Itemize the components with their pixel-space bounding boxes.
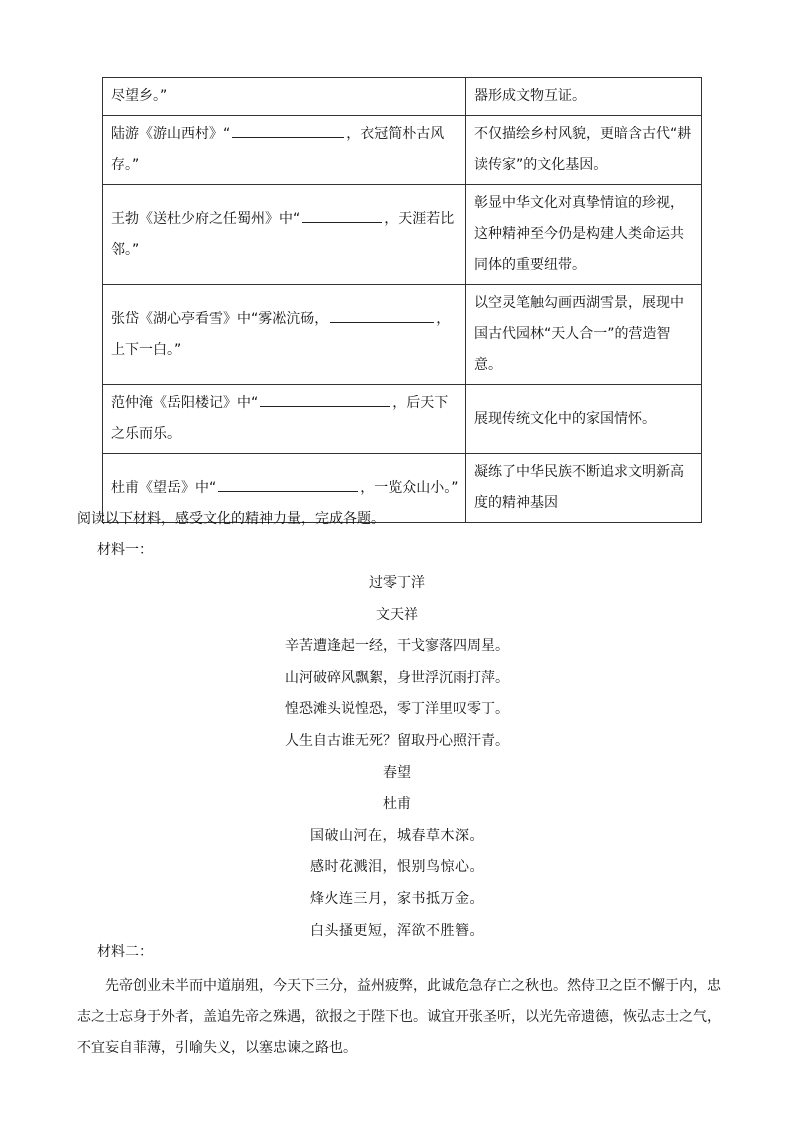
poem-title: 春望 <box>383 764 411 781</box>
table-row <box>103 116 702 185</box>
comment-cell <box>466 454 702 523</box>
quote-text: ，一览众山小。” <box>360 479 459 496</box>
material-two-label: 材料二： <box>97 944 153 960</box>
comment-text: 以空灵笔触勾画西湖雪景，展现中国古代园林“天人合一”的营造智意。 <box>474 295 684 373</box>
reading-instruction: 阅读以下材料，感受文化的精神力量，完成各题。 <box>77 511 385 527</box>
quote-text: ，衣冠简朴古风存。” <box>111 126 445 173</box>
material-one-label: 材料一： <box>97 542 153 558</box>
quote-text: 陆游《游山西村》“ <box>111 126 231 142</box>
quote-cell <box>103 78 466 116</box>
poem-line: 辛苦遭逢起一经，干戈寥落四周星。 <box>285 638 509 655</box>
poem-line: 国破山河在，城春草木深。 <box>310 827 484 844</box>
poem-author: 杜甫 <box>383 796 411 813</box>
answer-blank[interactable] <box>330 304 434 323</box>
comment-cell <box>466 385 702 454</box>
poem-author: 文天祥 <box>376 606 418 623</box>
quote-table <box>102 77 702 523</box>
table-row <box>103 185 702 285</box>
quote-cell <box>103 385 466 454</box>
table-row <box>103 385 702 454</box>
poem-line: 惶恐滩头说惶恐，零丁洋里叹零丁。 <box>285 701 509 718</box>
answer-blank[interactable] <box>260 388 390 407</box>
comment-text: 器形成文物互证。 <box>474 88 586 104</box>
table-row <box>103 78 702 116</box>
quote-text: ，上下一白。” <box>111 310 451 358</box>
comment-cell <box>466 78 702 116</box>
poem-line: 感时花溅泪，恨别鸟惊心。 <box>310 859 484 876</box>
quote-text: 范仲淹《岳阳楼记》中“ <box>111 395 259 411</box>
quote-text: 尽望乡。” <box>111 88 168 104</box>
comment-cell <box>466 116 702 185</box>
quote-text: ，后天下之乐而乐。 <box>111 395 449 442</box>
quote-text: 张岱《湖心亭看雪》中“雾凇沆砀， <box>111 310 329 327</box>
quote-text: 王勃《送杜少府之任蜀州》中“ <box>111 210 301 227</box>
comment-text: 不仅描绘乡村风貌，更暗含古代“耕读传家”的文化基因。 <box>474 126 692 173</box>
comment-cell <box>466 285 702 385</box>
prose-paragraph: 先帝创业未半而中道崩殂，今天下三分，益州疲弊，此诚危急存亡之秋也。然侍卫之臣不懈于内，忠志之士忘身于外者，盖追先帝之殊遇，欲报之于陛下也。诚宜开张圣听，以光先帝遗德，恢弘志士之气，不宜妄自菲薄，引喻失义，以塞忠谏之路也。 <box>77 978 721 1056</box>
poem-line: 烽火连三月，家书抵万金。 <box>310 890 484 907</box>
comment-text: 彰显中华文化对真挚情谊的珍视，这种精神至今仍是构建人类命运共同体的重要纽带。 <box>474 195 684 273</box>
table-row <box>103 285 702 385</box>
quote-text: 杜甫《望岳》中“ <box>111 479 217 496</box>
quote-cell <box>103 285 466 385</box>
poem-line: 白头搔更短，浑欲不胜簪。 <box>310 922 484 939</box>
poem-line: 山河破碎风飘絮，身世浮沉雨打萍。 <box>285 669 509 686</box>
comment-text: 凝练了中华民族不断追求文明新高度的精神基因 <box>474 464 684 511</box>
answer-blank[interactable] <box>232 119 344 138</box>
poem-title: 过零丁洋 <box>369 575 425 591</box>
poems-block <box>0 568 794 947</box>
comment-cell <box>466 185 702 285</box>
comment-text: 展现传统文化中的家国情怀。 <box>474 410 656 427</box>
quote-text: ，天涯若比邻。” <box>111 210 455 258</box>
answer-blank[interactable] <box>218 473 358 492</box>
quote-cell <box>103 116 466 185</box>
quote-cell <box>103 185 466 285</box>
answer-blank[interactable] <box>302 204 382 223</box>
poem-line: 人生自古谁无死？留取丹心照汗青。 <box>285 732 509 749</box>
